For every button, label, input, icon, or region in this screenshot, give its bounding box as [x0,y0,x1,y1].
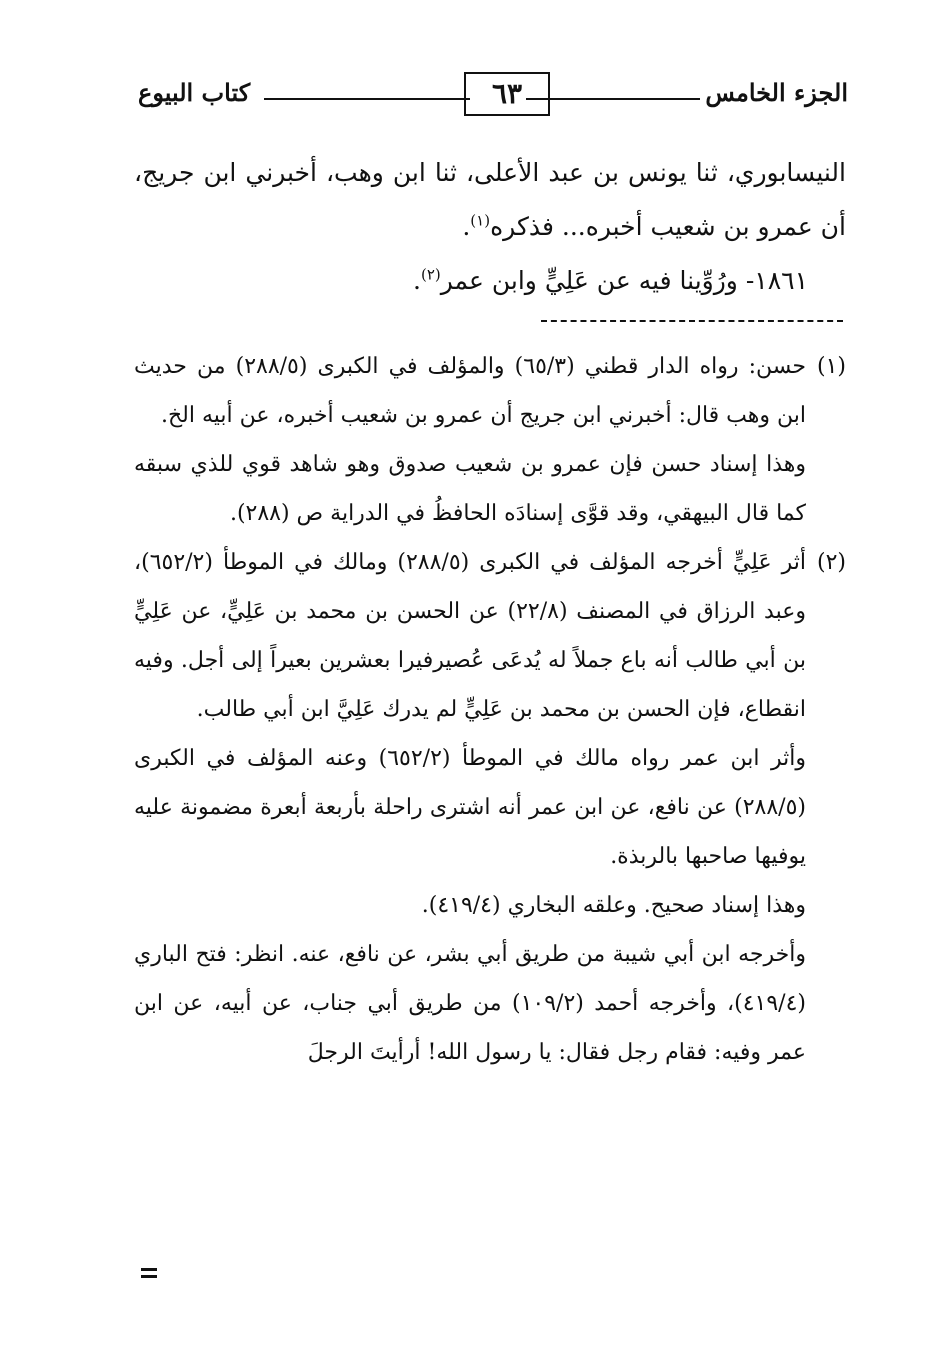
footnote-2-number: (٢) [816,550,846,575]
footnote-1-text: حسن: رواه الدار قطني (٦٥/٣) والمؤلف في الكبرى (٢٨٨/٥) من حديث ابن وهب قال: أخبرني ابن جريج أن عمرو بن شعيب أخبره، عن أبيه الخ. [134,354,806,428]
footnote-2 [134,538,846,734]
footnote-2-paragraph-2: وهذا إسناد صحيح. وعلقه البخاري (٤١٩/٤). [421,893,806,918]
footnote-1-paragraph: وهذا إسناد حسن فإن عمرو بن شعيب صدوق وهو شاهد قوي للذي سبقه كما قال البيهقي، وقد قوَّى إسنادَه الحافظُ في الدراية ص (٢٨٨). [134,452,806,526]
continuation-mark [141,1268,157,1278]
hadith-entry-end: . [413,266,421,295]
main-text [134,146,846,308]
footnotes [134,342,846,1077]
footnote-1-number: (١) [816,354,846,379]
header-book-title: كتاب البيوع [138,78,251,107]
header-part-title: الجزء الخامس [705,78,848,107]
page-number: ٦٣ [464,72,550,116]
footnote-ref-1: (١) [470,211,491,230]
main-paragraph-text: النيسابوري، ثنا يونس بن عبد الأعلى، ثنا ابن وهب، أخبرني ابن جريج، أن عمرو بن شعيب أخبره... فذكره [134,158,846,241]
footnote-2-text: أثر عَلِيٍّ أخرجه المؤلف في الكبرى (٢٨٨/٥) ومالك في الموطأ (٦٥٢/٢)، وعبد الرزاق في المصنف (٢٢/٨) عن الحسن بن محمد بن عَلِيٍّ، عن عَلِيٍّ بن أبي طالب أنه باع جملاً له يُدعَى عُصيرفيرا بعشرين بعيراً إلى أجل. وفيه انقطاع، فإن الحسن بن محمد بن عَلِيٍّ لم يدرك عَلِيَّ ابن أبي طالب. [134,550,806,722]
footnote-2-paragraph-3: وأخرجه ابن أبي شيبة من طريق أبي بشر، عن نافع، عنه. انظر: فتح الباري (٤١٩/٤)، وأخرجه أحمد (١٠٩/٢) من طريق أبي جناب، عن أبيه، عن ابن عمر وفيه: فقام رجل فقال: يا رسول الله! أرأيتَ الرجلَ [134,942,806,1065]
hadith-entry-text: ١٨٦١- ورُوِّينا فيه عن عَلِيٍّ وابن عمر [440,266,808,295]
header-rule-right [526,98,700,100]
footnote-2-paragraph-1: وأثر ابن عمر رواه مالك في الموطأ (٦٥٢/٢) وعنه المؤلف في الكبرى (٢٨٨/٥) عن نافع، عن ابن عمر أنه اشترى راحلة بأربعة أبعرة مضمونة عليه يوفيها صاحبها بالربذة. [134,746,806,869]
running-header [138,72,848,122]
header-rule-left [264,98,470,100]
footnote-1 [134,342,846,440]
hadith-entry-1861 [134,254,846,308]
footnote-separator [541,320,843,322]
footnote-ref-2: (٢) [420,265,441,284]
main-paragraph [134,146,846,254]
main-paragraph-end: . [462,212,471,241]
